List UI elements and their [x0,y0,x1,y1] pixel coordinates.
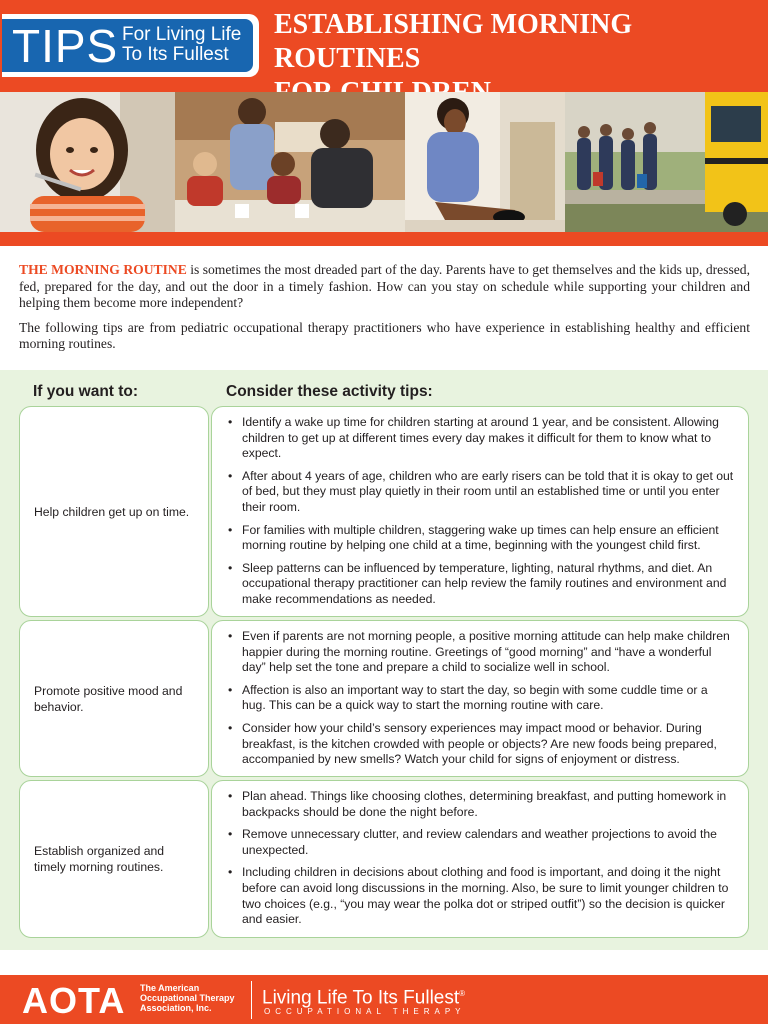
goal-text: Help children get up on time. [34,504,190,519]
tip-item: • Consider how your child’s sensory experiences may impact mood or behavior. During breakfast, is the kitchen crowded with people or objects? Are new foods being prepared, accompanied by new smells? Watch your child for signs of enjoyment or distress. [228,721,734,768]
org-name [140,983,235,1013]
tips-cell [211,406,749,617]
footer-slogan [262,983,465,1009]
org-name-line-1: The American [140,983,200,993]
tips-tagline [122,25,241,65]
tips-tagline-line-1: For Living Life [122,24,242,45]
tips-badge-inner [2,19,253,72]
page-title-line-1: ESTABLISHING MORNING ROUTINES [274,9,633,74]
header-banner [0,0,768,92]
tips-cell [211,620,749,777]
aota-logo: AOTA [22,980,126,1021]
goal-cell [19,620,209,777]
intro-paragraph-1 [19,262,750,312]
photo-girl-eating [0,92,175,232]
goal-cell [19,780,209,938]
tip-item: • After about 4 years of age, children who are early risers can be told that it is okay to get out of bed, but they must play quietly in their room until an established time or until you enter their room. [228,469,734,516]
intro-lead: THE MORNING ROUTINE [19,262,187,277]
intro-paragraph-1-text: is sometimes the most dreaded part of the day. Parents have to get themselves and the kids up, dressed, fed, prepared for the day, and out the door in a timely fashion. How can you stay on schedule while supporting your children and helping them become more independent? [19,262,750,310]
photo-strip [0,92,768,232]
tip-item: • Even if parents are not morning people, a positive morning attitude can help make children happier during the morning routine. Greetings of “good morning” and “have a wonderful day” help set the tone and prepare a child to socialize well in school. [228,629,734,676]
org-name-line-2: Occupational Therapy [140,993,235,1003]
column-header-tips: Consider these activity tips: [226,383,433,400]
goal-cell [19,406,209,617]
registered-mark: ® [459,989,466,998]
tips-badge [2,14,259,77]
photo-family-breakfast [175,92,405,232]
column-header-goal: If you want to: [33,383,139,400]
photo-girl-shoes [405,92,565,232]
goal-text: Promote positive mood and behavior. [34,683,183,714]
org-name-line-3: Association, Inc. [140,1003,212,1013]
tip-item: • Including children in decisions about clothing and food is important, and doing it the night before can avoid long discussions in the morning. Also, be sure to limit younger children to two choices (e.g., “you may wear the polka dot or striped outfit”) so the decision is quicker and easier. [228,865,734,927]
footer-banner [0,975,768,1024]
photo-bus-stop [565,92,768,232]
tip-item: • Remove unnecessary clutter, and review calendars and weather projections to avoid the unexpected. [228,827,734,858]
tips-tagline-line-2: To Its Fullest [122,44,229,65]
tips-word: TIPS [12,20,119,72]
footer-slogan-sub: OCCUPATIONAL THERAPY [264,1007,466,1016]
tip-item: • Affection is also an important way to start the day, so begin with some cuddle time or a hug. This can be a quick way to start the morning routine with care. [228,683,734,714]
intro-text [19,262,750,361]
footer-divider [251,981,252,1019]
tip-item: • Sleep patterns can be influenced by temperature, lighting, natural rhythms, and diet. An occupational therapy practitioner can help review the family routines and environment and make recommendations as needed. [228,561,734,608]
accent-stripe [0,232,768,246]
tips-list [228,629,734,768]
tip-item: • Identify a wake up time for children starting at around 1 year, and be consistent. Allowing children to get up at different times every day makes it difficult for them to know what to expect. [228,415,734,462]
footer-slogan-text: Living Life To Its Fullest [262,987,460,1009]
tip-item: • For families with multiple children, staggering wake up times can help ensure an efficient morning routine by helping one child at a time, beginning with the youngest child first. [228,523,734,554]
intro-paragraph-2: The following tips are from pediatric occupational therapy practitioners who have experience in establishing healthy and efficient morning routines. [19,319,750,351]
goal-text: Establish organized and timely morning routines. [34,844,165,874]
tip-item: • Plan ahead. Things like choosing clothes, determining breakfast, and putting homework in backpacks should be done the night before. [228,789,734,820]
tips-list [228,789,734,928]
tips-list [228,415,734,608]
tips-cell [211,780,749,938]
